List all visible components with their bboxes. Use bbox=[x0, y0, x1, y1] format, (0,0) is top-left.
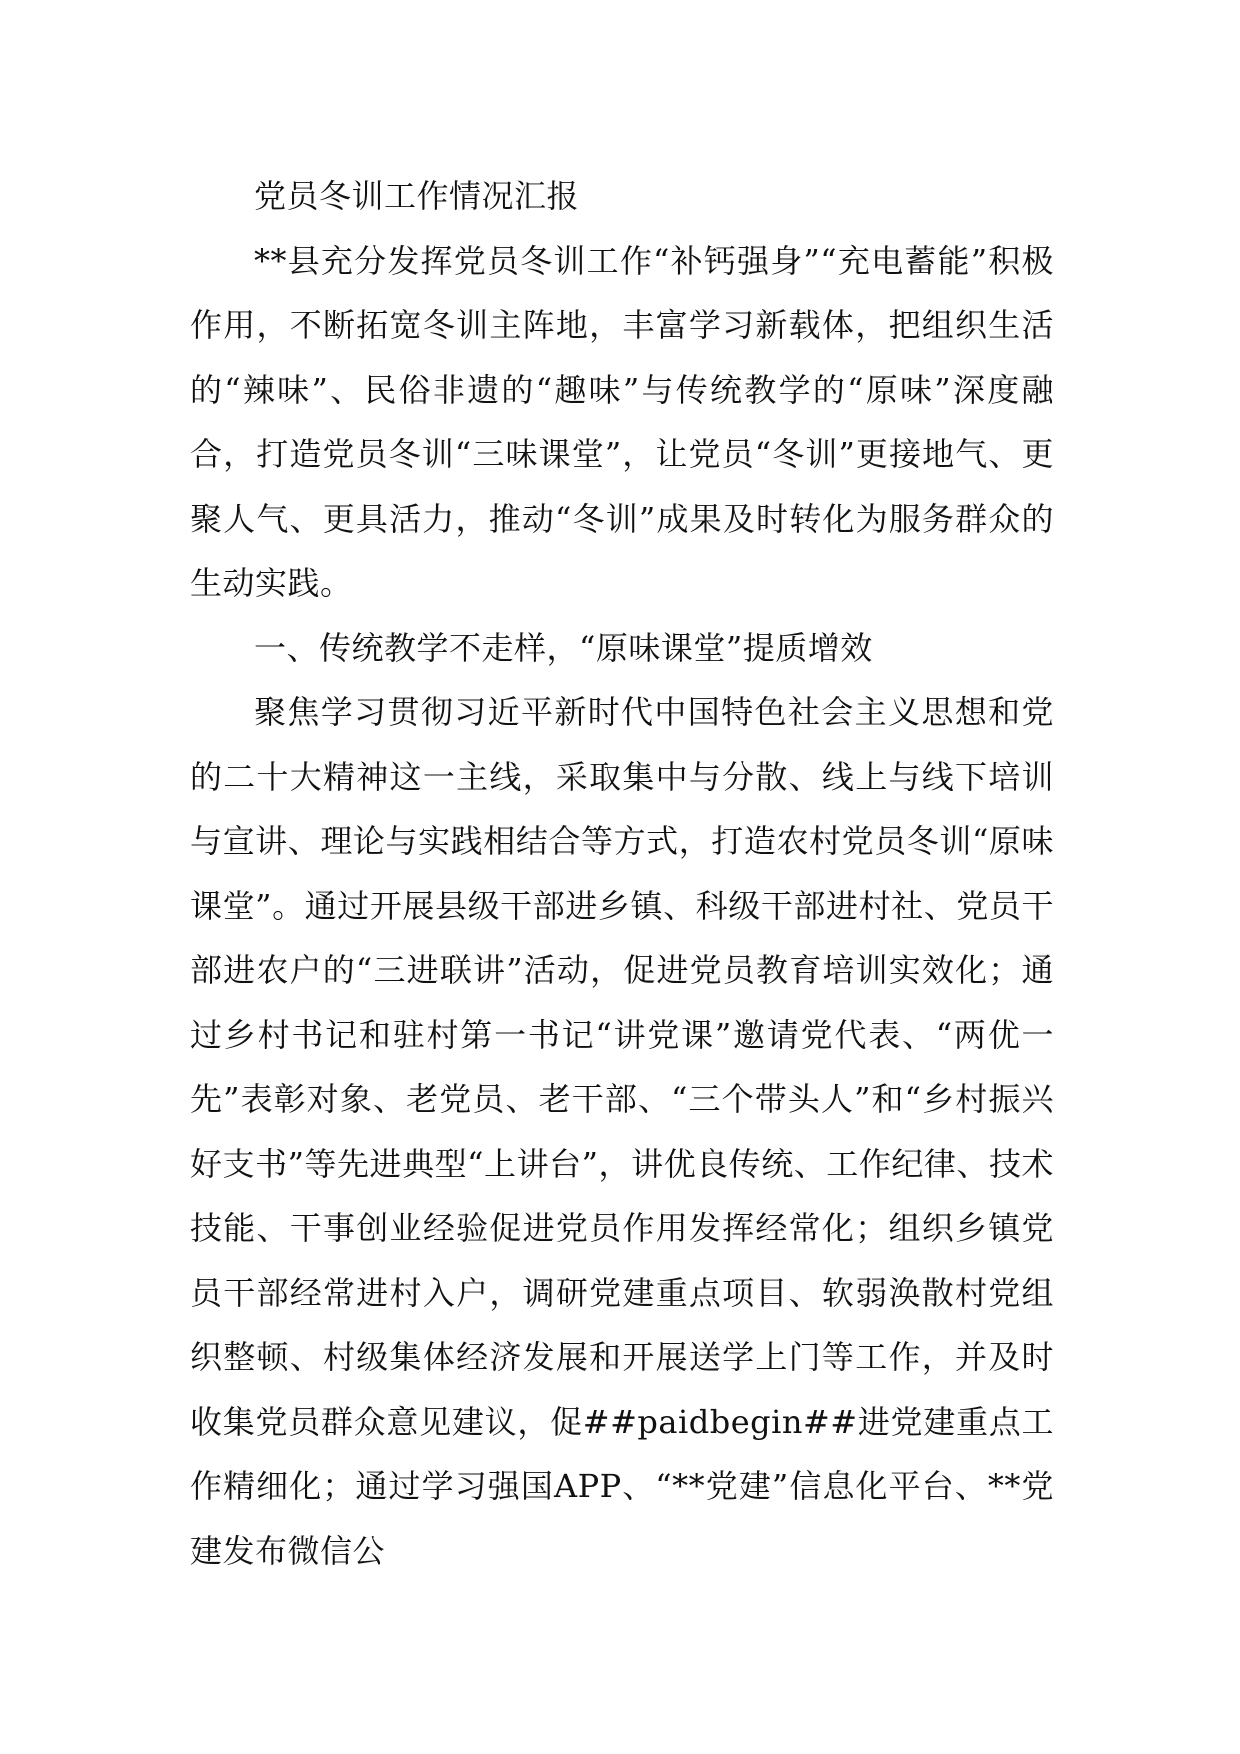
document-title: 党员冬训工作情况汇报 bbox=[254, 177, 580, 215]
body-paragraph: 聚焦学习贯彻习近平新时代中国特色社会主义思想和党的二十大精神这一主线，采取集中与分散、线上与线下培训与宣讲、理论与实践相结合等方式，打造农村党员冬训“原味课堂”。通过开展县级干部进乡镇、科级干部进村社、党员干部进农户的“三进联讲”活动，促进党员教育培训实效化；通过乡村书记和驻村第一书记“讲党课”邀请党代表、“两优一先”表彰对象、老党员、老干部、“三个带头人”和“乡村振兴好支书”等先进典型“上讲台”，讲优良传统、工作纪律、技术技能、干事创业经验促进党员作用发挥经常化；组织乡镇党员干部经常进村入户，调研党建重点项目、软弱涣散村党组织整顿、村级集体经济发展和开展送学上门等工作，并及时收集党员群众意见建议，促##paidbegin##进党建重点工作精细化；通过学习强国APP、“**党建”信息化平台、**党建发布微信公 bbox=[190, 693, 1054, 1570]
document-body bbox=[190, 164, 1054, 1583]
intro-paragraph: **县充分发挥党员冬训工作“补钙强身”“充电蓄能”积极作用，不断拓宽冬训主阵地，丰富学习新载体，把组织生活的“辣味”、民俗非遗的“趣味”与传统教学的“原味”深度融合，打造党员冬训“三味课堂”，让党员“冬训”更接地气、更聚人气、更具活力，推动“冬训”成果及时转化为服务群众的生动实践。 bbox=[190, 241, 1054, 602]
section-heading: 一、传统教学不走样，“原味课堂”提质增效 bbox=[254, 628, 873, 667]
